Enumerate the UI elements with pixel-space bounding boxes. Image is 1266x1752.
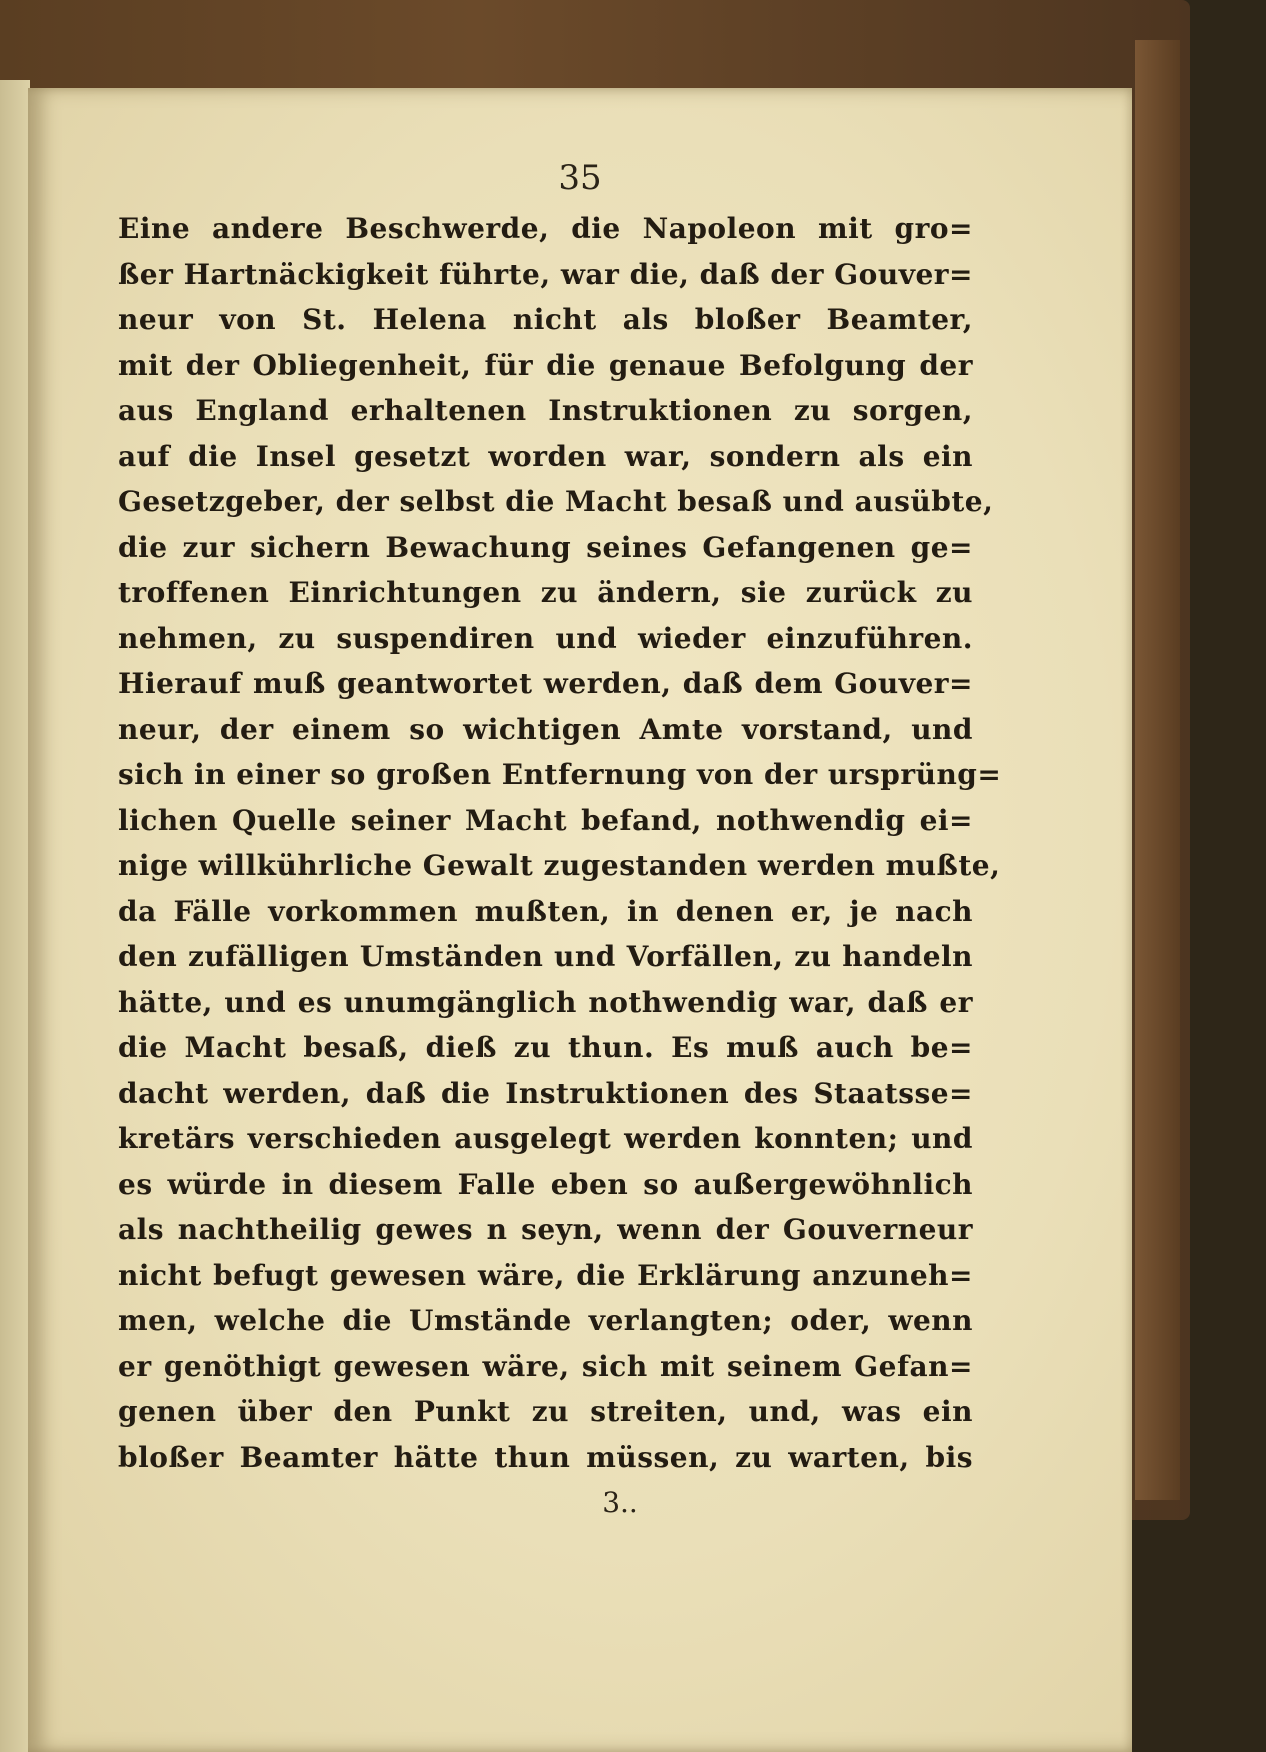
text-line: es würde in diesem Falle eben so außergewöhnlich xyxy=(118,1167,973,1201)
text-line: die zur sichern Bewachung seines Gefangenen ge= xyxy=(118,530,973,564)
text-line: neur von St. Helena nicht als bloßer Beamter, xyxy=(118,303,973,336)
book-page xyxy=(28,88,1132,1752)
text-line: da Fälle vorkommen mußten, in denen er, je nach xyxy=(118,894,973,928)
text-line: kretärs verschieden ausgelegt werden konnten; und xyxy=(118,1122,973,1155)
text-line: aus England erhaltenen Instruktionen zu sorgen, xyxy=(118,394,973,427)
text-line: nehmen, zu suspendiren und wieder einzuführen. xyxy=(118,621,973,655)
text-line: mit der Obliegenheit, für die genaue Befolgung der xyxy=(118,348,973,382)
text-line: troffenen Einrichtungen zu ändern, sie zurück zu xyxy=(118,576,973,609)
text-line: als nachtheilig gewes n seyn, wenn der Gouverneur xyxy=(118,1213,973,1246)
signature-mark: 3.. xyxy=(602,1486,638,1519)
text-line: hätte, und es unumgänglich nothwendig war, daß er xyxy=(118,985,973,1019)
text-line: genen über den Punkt zu streiten, und, was ein xyxy=(118,1395,973,1428)
text-line: nicht befugt gewesen wäre, die Erklärung anzuneh= xyxy=(118,1258,973,1292)
text-line: sich in einer so großen Entfernung von der ursprüng= xyxy=(118,758,1002,791)
text-line: Hierauf muß geantwortet werden, daß dem Gouver= xyxy=(118,667,973,700)
text-line: bloßer Beamter hätte thun müssen, zu warten, bis xyxy=(118,1440,973,1474)
text-line: lichen Quelle seiner Macht befand, nothwendig ei= xyxy=(118,803,973,837)
book-cover-edge xyxy=(1135,40,1180,1500)
facing-page-edge xyxy=(0,80,30,1752)
page-number: 35 xyxy=(558,158,602,198)
text-line: Gesetzgeber, der selbst die Macht besaß und ausübte, xyxy=(118,485,994,518)
text-line: neur, der einem so wichtigen Amte vorstand, und xyxy=(118,712,973,746)
text-line: den zufälligen Umständen und Vorfällen, zu handeln xyxy=(118,940,973,973)
text-line: nige willkührliche Gewalt zugestanden werden mußte, xyxy=(118,849,1001,882)
text-line: auf die Insel gesetzt worden war, sondern als ein xyxy=(118,439,973,473)
text-line: er genöthigt gewesen wäre, sich mit seinem Gefan= xyxy=(118,1349,973,1383)
text-line: men, welche die Umstände verlangten; oder, wenn xyxy=(118,1304,973,1337)
text-line: die Macht besaß, dieß zu thun. Es muß auch be= xyxy=(118,1031,973,1064)
page-text xyxy=(118,206,1002,1480)
text-line: ßer Hartnäckigkeit führte, war die, daß der Gouver= xyxy=(118,257,973,291)
text-line: Eine andere Beschwerde, die Napoleon mit gro= xyxy=(118,212,973,245)
text-line: dacht werden, daß die Instruktionen des Staatsse= xyxy=(118,1076,973,1110)
